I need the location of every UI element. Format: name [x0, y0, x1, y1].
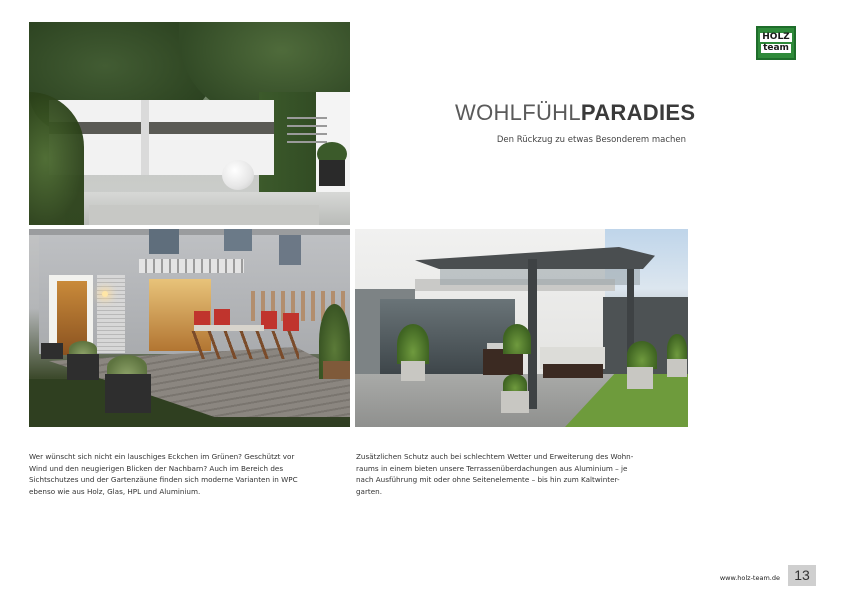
- body-text-line: Wind und den neugierigen Blicken der Nachbarn? Auch im Bereich des: [29, 463, 284, 473]
- logo-text-line2: team: [763, 43, 789, 53]
- page-subtitle: Den Rückzug zu etwas Besonderem machen: [496, 135, 686, 145]
- body-text-line: Wer wünscht sich nicht ein lauschiges Eckchen im Grünen? Geschützt vor: [29, 452, 295, 461]
- body-text-line: ebenso wie aus Holz, Glas, HPL und Aluminium.: [29, 486, 201, 496]
- body-text-line: Zusätzlichen Schutz auch bei schlechtem Wetter und Erweiterung des Wohn-: [356, 452, 634, 461]
- page-title: [455, 100, 695, 126]
- photo-terrace-dusk: [29, 229, 350, 427]
- page-title-light: WOHLFÜHL: [455, 100, 581, 125]
- holz-team-logo: [756, 26, 796, 60]
- page-number: 13: [794, 567, 810, 583]
- body-text-line: nach Ausführung mit oder ohne Seitenelemente – bis hin zum Kaltwinter-: [356, 475, 620, 485]
- body-text-right: [356, 451, 686, 497]
- body-text-line: Sichtschutzes und der Gartenzäune finden sich moderne Varianten in WPC: [29, 475, 298, 485]
- photo-terrace-canopy: [355, 229, 688, 427]
- page-title-bold: PARADIES: [580, 100, 696, 125]
- website-link[interactable]: www.holz-team.de: [719, 574, 780, 582]
- body-text-line: garten.: [356, 486, 383, 496]
- photo-garden-fence: [29, 22, 350, 225]
- body-text-left: [29, 451, 349, 497]
- logo-text-line1: HOLZ: [762, 32, 790, 42]
- body-text-line: raums in einem bieten unsere Terrassenüberdachungen aus Aluminium – je: [356, 463, 628, 473]
